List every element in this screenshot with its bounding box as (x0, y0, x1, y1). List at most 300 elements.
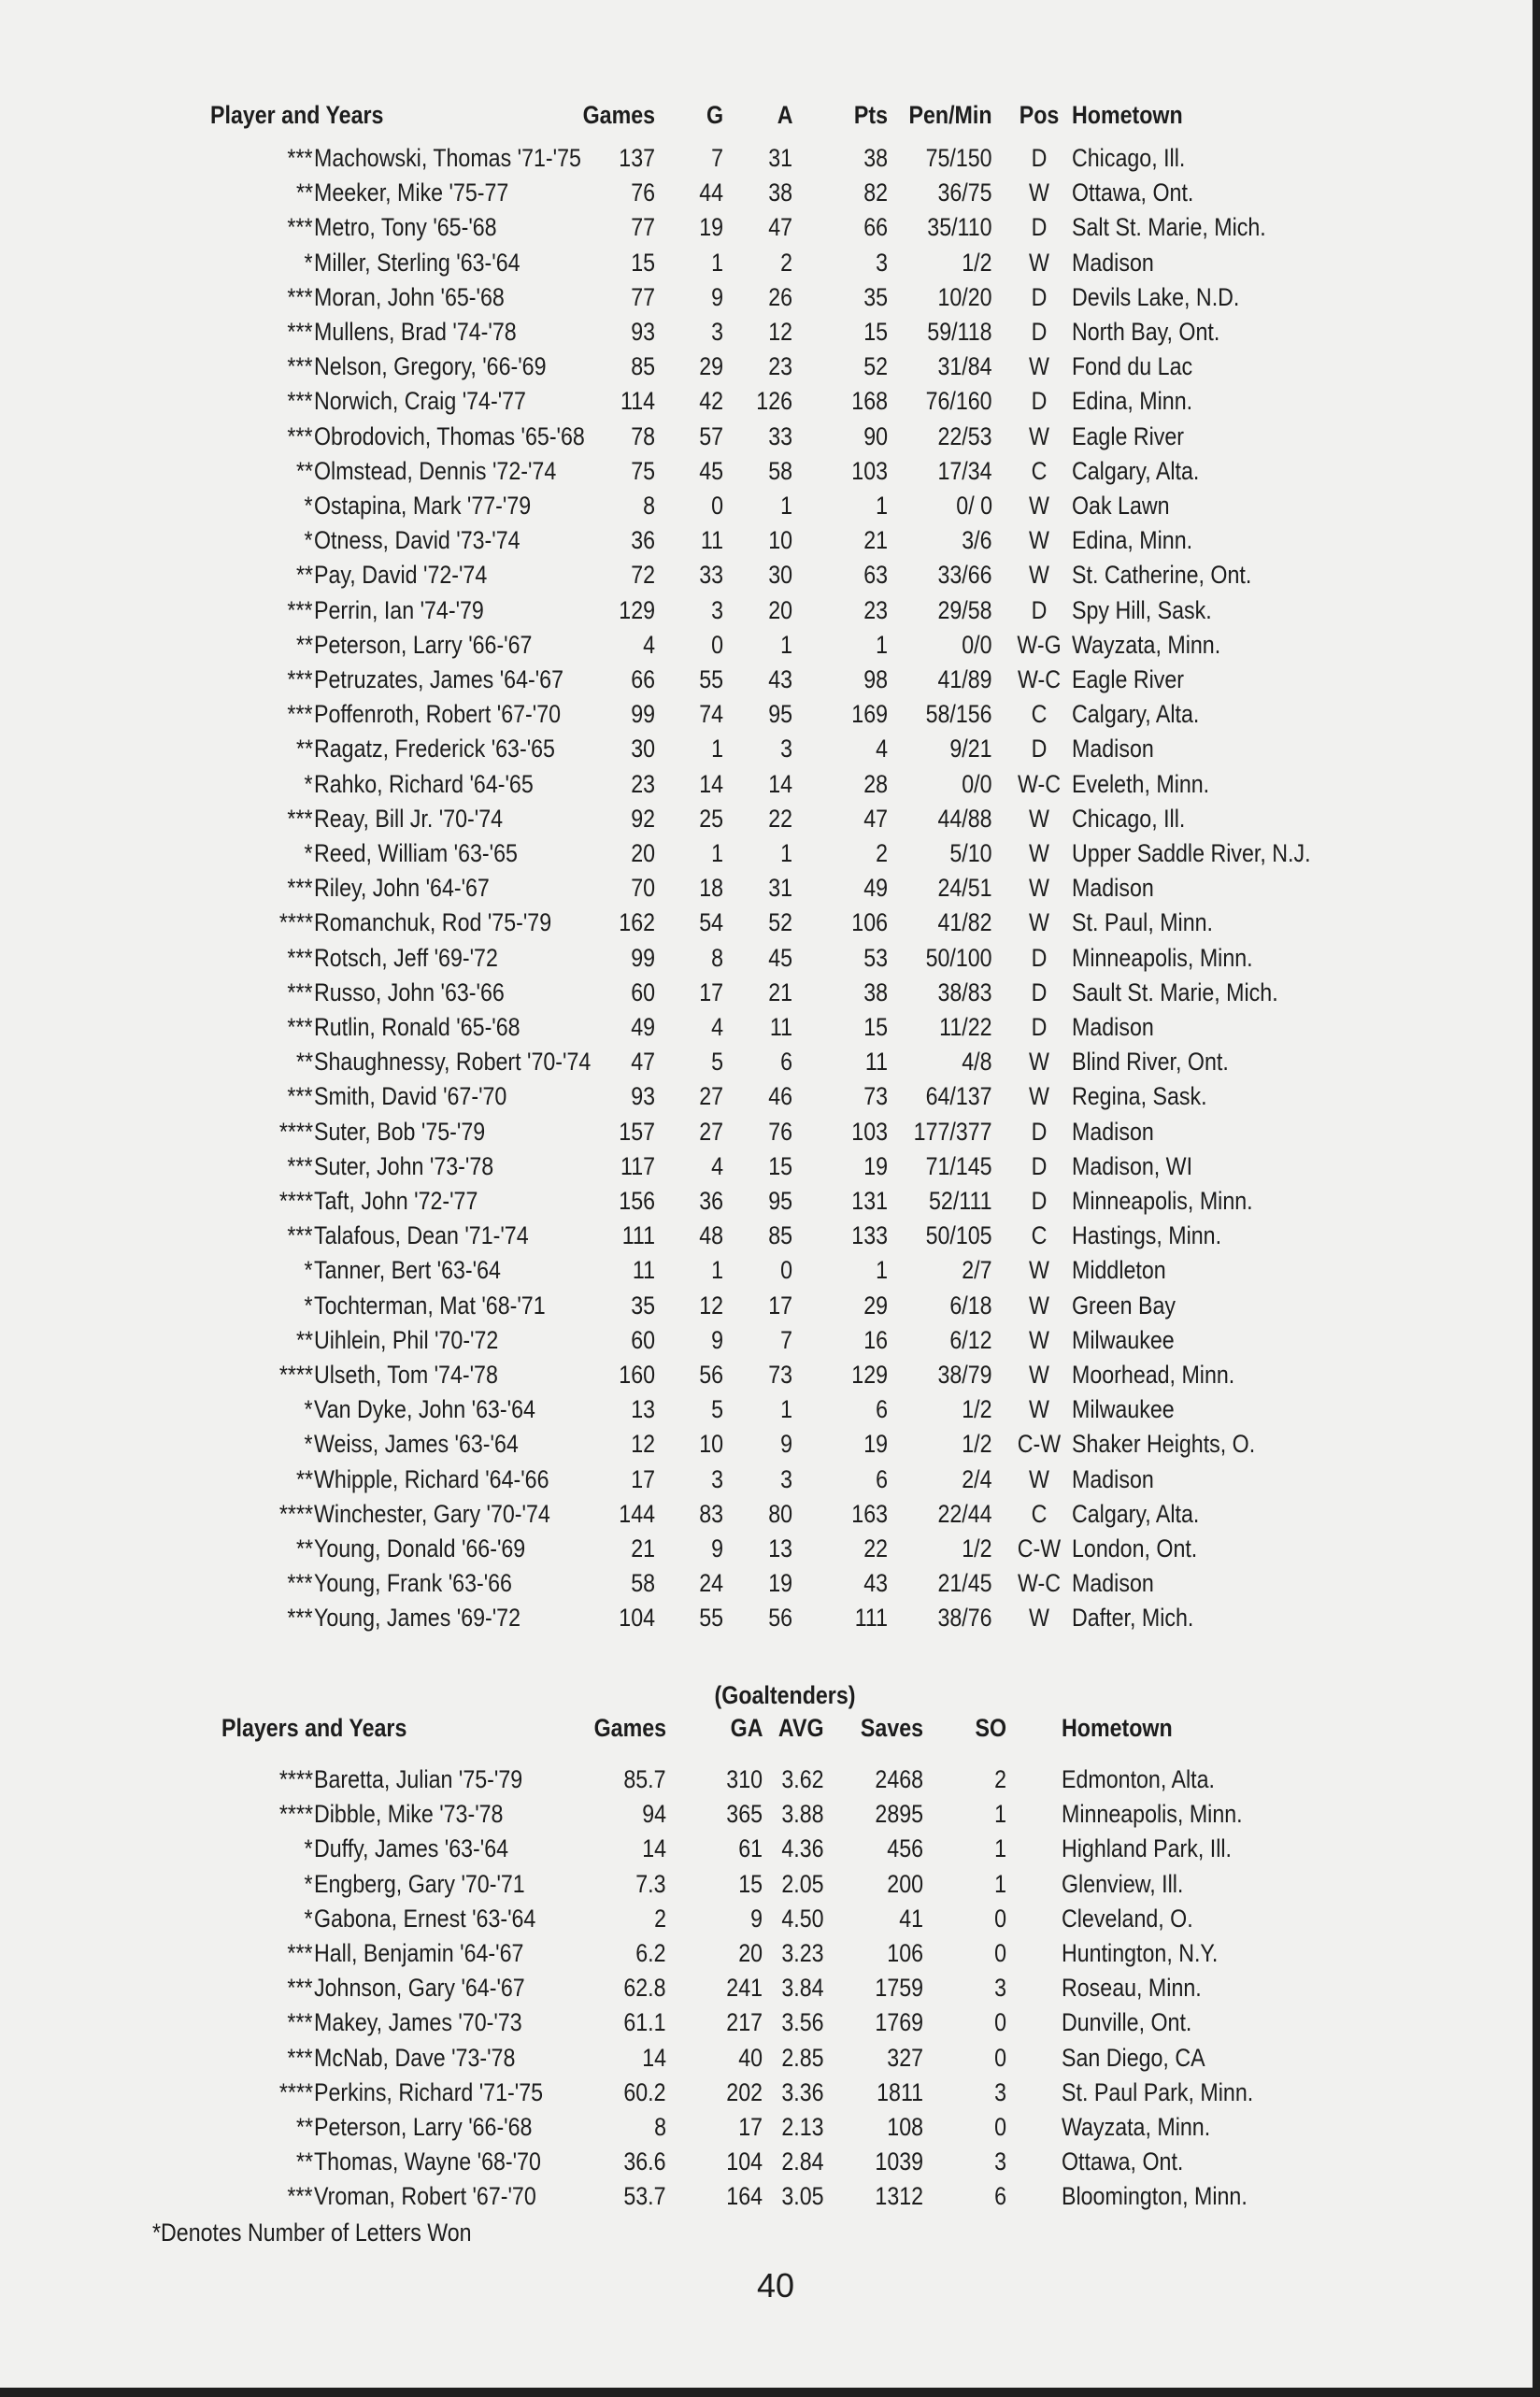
letter-stars: * (304, 769, 313, 798)
cell-g: 5 (711, 1395, 723, 1424)
cell-games: 20 (631, 839, 655, 867)
cell-hometown: Moorhead, Minn. (1072, 1361, 1235, 1389)
table-row (0, 1832, 1533, 1866)
cell-g: 33 (699, 561, 723, 590)
player-name-text: Gabona, Ernest '63-'64 (314, 1904, 536, 1933)
cell-games: 6.2 (635, 1939, 666, 1967)
cell-pos: W (1029, 1256, 1049, 1285)
cell-games: 8 (654, 2113, 666, 2141)
cell-pos: W (1029, 1395, 1049, 1424)
cell-games: 70 (631, 874, 655, 903)
table-row (0, 384, 1533, 419)
cell-hometown: Roseau, Minn. (1062, 1974, 1202, 2003)
cell-pen: 50/100 (925, 943, 992, 972)
cell-a: 1 (780, 630, 792, 659)
letter-stars: *** (287, 1151, 313, 1180)
cell-hometown: Regina, Sask. (1072, 1082, 1207, 1111)
cell-games: 4 (643, 630, 655, 659)
table-row (0, 2076, 1533, 2110)
cell-g: 11 (700, 526, 723, 555)
cell-avg: 3.23 (781, 1939, 824, 1967)
letter-stars: *** (287, 1569, 313, 1598)
cell-pos: D (1031, 144, 1048, 172)
player-name (0, 2041, 1533, 2076)
cell-games: 53.7 (623, 2182, 666, 2211)
cell-games: 11 (632, 1256, 655, 1285)
cell-games: 76 (631, 178, 655, 207)
cell-hometown: Glenview, Ill. (1062, 1869, 1184, 1898)
table-row (0, 802, 1533, 836)
letter-stars: *** (287, 2043, 313, 2072)
cell-games: 8 (643, 492, 655, 520)
cell-hometown: Ottawa, Ont. (1072, 178, 1194, 207)
cell-games: 72 (631, 561, 655, 590)
cell-pen: 3/6 (962, 526, 992, 555)
player-name (0, 697, 1533, 732)
cell-games: 30 (631, 735, 655, 763)
cell-pen: 38/83 (937, 977, 992, 1006)
letter-stars: **** (278, 1499, 313, 1528)
player-name (0, 802, 1533, 836)
cell-saves: 108 (887, 2113, 923, 2141)
table-row (0, 489, 1533, 523)
letter-stars: **** (278, 1361, 313, 1389)
cell-hometown: Calgary, Alta. (1072, 700, 1200, 729)
cell-hometown: North Bay, Ont. (1072, 318, 1220, 346)
cell-pen: 76/160 (925, 387, 992, 416)
cell-a: 95 (768, 700, 792, 729)
player-name-text: Talafous, Dean '71-'74 (314, 1221, 529, 1250)
player-name (0, 210, 1533, 245)
cell-hometown: Edina, Minn. (1072, 387, 1193, 416)
cell-a: 21 (768, 977, 792, 1006)
player-name-text: Engberg, Gary '70-'71 (314, 1869, 525, 1898)
cell-a: 0 (780, 1256, 792, 1285)
player-name (0, 1115, 1533, 1149)
cell-g: 83 (699, 1499, 723, 1528)
goaltenders-section-title: (Goaltenders) (714, 1681, 856, 1709)
player-name (0, 1289, 1533, 1323)
cell-g: 27 (699, 1117, 723, 1146)
cell-pts: 16 (863, 1325, 888, 1354)
cell-games: 85 (631, 352, 655, 381)
cell-games: 35 (631, 1291, 655, 1320)
letter-stars: * (304, 1869, 313, 1898)
cell-a: 46 (768, 1082, 792, 1111)
cell-games: 17 (631, 1464, 655, 1493)
cell-pts: 47 (863, 804, 888, 833)
cell-g: 1 (711, 839, 723, 867)
cell-hometown: Chicago, Ill. (1072, 144, 1186, 172)
header-a: A (777, 101, 792, 129)
player-name (0, 523, 1533, 558)
cell-pos: C-W (1017, 1430, 1062, 1459)
cell-pen: 17/34 (937, 456, 992, 485)
cell-pen: 50/105 (925, 1221, 992, 1250)
player-name-text: Ostapina, Mark '77-'79 (314, 492, 532, 520)
cell-ga: 164 (726, 2182, 763, 2211)
cell-g: 55 (699, 665, 723, 693)
cell-pen: 6/12 (949, 1325, 992, 1354)
letter-stars: * (304, 839, 313, 867)
header-hometown: Hometown (1062, 1714, 1173, 1742)
cell-g: 3 (711, 595, 723, 624)
cell-pen: 35/110 (927, 213, 992, 242)
table-row (0, 1936, 1533, 1971)
table-row (0, 1253, 1533, 1288)
cell-hometown: Eagle River (1072, 421, 1185, 450)
player-name (0, 2179, 1533, 2214)
cell-pos: D (1031, 977, 1048, 1006)
cell-hometown: Milwaukee (1072, 1395, 1175, 1424)
cell-hometown: Shaker Heights, O. (1072, 1430, 1256, 1459)
cell-avg: 2.13 (781, 2113, 824, 2141)
cell-games: 156 (619, 1187, 655, 1215)
cell-hometown: Minneapolis, Minn. (1072, 943, 1253, 972)
cell-hometown: Huntington, N.Y. (1062, 1939, 1219, 1967)
cell-pos: W (1029, 248, 1049, 277)
player-name-text: Peterson, Larry '66-'67 (314, 630, 533, 659)
table-row (0, 871, 1533, 906)
cell-pen: 5/10 (949, 839, 992, 867)
cell-pts: 15 (863, 1013, 888, 1041)
cell-hometown: Minneapolis, Minn. (1072, 1187, 1253, 1215)
table-row (0, 1045, 1533, 1079)
cell-pts: 23 (863, 595, 888, 624)
cell-pts: 1 (876, 1256, 888, 1285)
cell-games: 60.2 (623, 2077, 666, 2106)
letter-stars: * (304, 1904, 313, 1933)
cell-pts: 73 (863, 1082, 888, 1111)
cell-games: 78 (631, 421, 655, 450)
player-name-text: Rotsch, Jeff '69-'72 (314, 943, 498, 972)
cell-games: 85.7 (623, 1765, 666, 1793)
cell-pen: 22/44 (937, 1499, 992, 1528)
letter-stars: *** (287, 1604, 313, 1633)
cell-so: 3 (994, 1974, 1006, 2003)
player-name-text: Baretta, Julian '75-'79 (314, 1765, 523, 1793)
cell-games: 117 (620, 1151, 655, 1180)
cell-g: 36 (699, 1187, 723, 1215)
player-name (0, 1462, 1533, 1497)
player-name-text: Peterson, Larry '66-'68 (314, 2113, 533, 2141)
player-name (0, 176, 1533, 210)
cell-g: 9 (711, 1325, 723, 1354)
cell-a: 80 (768, 1499, 792, 1528)
player-name-text: Metro, Tony '65-'68 (314, 213, 497, 242)
cell-a: 20 (768, 595, 792, 624)
cell-pts: 66 (863, 213, 888, 242)
header-pen: Pen/Min (908, 101, 992, 129)
player-name-text: Meeker, Mike '75-77 (314, 178, 509, 207)
cell-games: 13 (631, 1395, 655, 1424)
cell-pen: 44/88 (937, 804, 992, 833)
cell-a: 3 (780, 735, 792, 763)
cell-pos: D (1031, 387, 1048, 416)
table-row (0, 1184, 1533, 1219)
player-name (0, 1045, 1533, 1079)
player-name-text: Rutlin, Ronald '65-'68 (314, 1013, 520, 1041)
cell-avg: 3.36 (781, 2077, 824, 2106)
cell-hometown: Dafter, Mich. (1072, 1604, 1194, 1633)
cell-g: 5 (711, 1048, 723, 1077)
cell-pos: D (1031, 1187, 1048, 1215)
cell-games: 114 (620, 387, 655, 416)
letter-stars: ** (295, 1534, 313, 1562)
letter-stars: ** (295, 2147, 313, 2176)
table-row (0, 1219, 1533, 1253)
cell-hometown: Madison (1072, 1464, 1154, 1493)
header-games: Games (593, 1714, 666, 1742)
player-name (0, 454, 1533, 489)
cell-so: 0 (994, 2008, 1006, 2037)
table-row (0, 2179, 1533, 2214)
cell-pen: 0/0 (962, 769, 992, 798)
cell-pen: 1/2 (962, 1534, 992, 1562)
letter-stars: *** (287, 665, 313, 693)
cell-pen: 24/51 (937, 874, 992, 903)
table-row (0, 2145, 1533, 2179)
cell-pts: 38 (863, 144, 888, 172)
cell-pts: 6 (876, 1464, 888, 1493)
letter-stars: **** (278, 2077, 313, 2106)
cell-g: 0 (711, 630, 723, 659)
player-name-text: Makey, James '70-'73 (314, 2008, 522, 2037)
player-name (0, 1497, 1533, 1532)
player-name (0, 767, 1533, 802)
header-pts: Pts (853, 101, 888, 129)
player-name (0, 141, 1533, 176)
letter-stars: * (304, 1430, 313, 1459)
cell-pts: 129 (851, 1361, 888, 1389)
cell-g: 45 (699, 456, 723, 485)
player-name-text: Weiss, James '63-'64 (314, 1430, 519, 1459)
cell-pen: 2/7 (962, 1256, 992, 1285)
cell-pos: W (1029, 839, 1049, 867)
cell-hometown: Blind River, Ont. (1072, 1048, 1229, 1077)
letter-stars: *** (287, 977, 313, 1006)
cell-g: 44 (699, 178, 723, 207)
table-row (0, 1462, 1533, 1497)
player-name (0, 2005, 1533, 2040)
cell-ga: 365 (726, 1800, 763, 1829)
cell-so: 0 (994, 1904, 1006, 1933)
letter-stars: *** (287, 2182, 313, 2211)
letter-stars: ** (295, 735, 313, 763)
cell-games: 93 (631, 1082, 655, 1111)
player-name (0, 1427, 1533, 1462)
cell-pos: W (1029, 1291, 1049, 1320)
cell-so: 1 (994, 1800, 1006, 1829)
player-name (0, 1149, 1533, 1184)
letter-stars: *** (287, 318, 313, 346)
cell-pos: D (1031, 213, 1048, 242)
cell-a: 11 (769, 1013, 792, 1041)
cell-hometown: San Diego, CA (1062, 2043, 1205, 2072)
cell-a: 45 (768, 943, 792, 972)
cell-pen: 75/150 (925, 144, 992, 172)
table-row (0, 941, 1533, 976)
cell-pen: 10/20 (937, 282, 992, 311)
table-row (0, 1867, 1533, 1902)
cell-pos: D (1031, 1151, 1048, 1180)
cell-hometown: Ottawa, Ont. (1062, 2147, 1184, 2176)
cell-a: 47 (768, 213, 792, 242)
table-row (0, 558, 1533, 592)
cell-saves: 1039 (875, 2147, 923, 2176)
table-row (0, 315, 1533, 350)
cell-a: 56 (768, 1604, 792, 1633)
letter-stars: ** (295, 1325, 313, 1354)
table-row (0, 2005, 1533, 2040)
letter-stars: *** (287, 144, 313, 172)
player-name-text: Norwich, Craig '74-'77 (314, 387, 526, 416)
cell-pen: 31/84 (937, 352, 992, 381)
cell-avg: 3.84 (781, 1974, 824, 2003)
player-name-text: Nelson, Gregory, '66-'69 (314, 352, 547, 381)
cell-a: 76 (768, 1117, 792, 1146)
cell-g: 12 (699, 1291, 723, 1320)
cell-pos: W (1029, 178, 1049, 207)
player-name-text: Young, Donald '66-'69 (314, 1534, 526, 1562)
cell-pos: D (1031, 595, 1048, 624)
player-name (0, 732, 1533, 766)
player-name (0, 1358, 1533, 1392)
cell-a: 85 (768, 1221, 792, 1250)
cell-pts: 53 (863, 943, 888, 972)
table-row (0, 1358, 1533, 1392)
table-row (0, 1010, 1533, 1045)
player-name-text: Reed, William '63-'65 (314, 839, 518, 867)
table-row (0, 1149, 1533, 1184)
cell-a: 6 (780, 1048, 792, 1077)
cell-pts: 2 (876, 839, 888, 867)
cell-saves: 1759 (875, 1974, 923, 2003)
table-row (0, 1797, 1533, 1832)
cell-g: 14 (699, 769, 723, 798)
cell-a: 2 (780, 248, 792, 277)
player-name (0, 976, 1533, 1010)
cell-saves: 2468 (875, 1765, 923, 1793)
cell-so: 3 (994, 2147, 1006, 2176)
cell-hometown: Eveleth, Minn. (1072, 769, 1210, 798)
cell-games: 23 (631, 769, 655, 798)
cell-g: 1 (711, 1256, 723, 1285)
player-name-text: Ulseth, Tom '74-'78 (314, 1361, 498, 1389)
cell-pen: 21/45 (937, 1569, 992, 1598)
player-name (0, 1762, 1533, 1797)
cell-pen: 58/156 (925, 700, 992, 729)
cell-a: 38 (768, 178, 792, 207)
cell-pts: 19 (863, 1430, 888, 1459)
cell-saves: 1769 (875, 2008, 923, 2037)
cell-a: 31 (768, 874, 792, 903)
cell-saves: 456 (887, 1834, 923, 1863)
cell-games: 2 (654, 1904, 666, 1933)
cell-ga: 20 (738, 1939, 763, 1967)
table-row (0, 176, 1533, 210)
player-name (0, 1971, 1533, 2005)
player-name-text: Romanchuk, Rod '75-'79 (314, 908, 552, 937)
letter-stars: *** (287, 1013, 313, 1041)
cell-games: 144 (619, 1499, 655, 1528)
player-name-text: Winchester, Gary '70-'74 (314, 1499, 550, 1528)
letter-stars: **** (278, 908, 313, 937)
player-name-text: Smith, David '67-'70 (314, 1082, 507, 1111)
table-row (0, 1115, 1533, 1149)
table-row (0, 1566, 1533, 1601)
cell-pos: W (1029, 804, 1049, 833)
player-name-text: Ragatz, Frederick '63-'65 (314, 735, 555, 763)
cell-avg: 3.62 (781, 1765, 824, 1793)
cell-hometown: Milwaukee (1072, 1325, 1175, 1354)
player-name-text: Riley, John '64-'67 (314, 874, 490, 903)
cell-pen: 29/58 (937, 595, 992, 624)
cell-g: 4 (711, 1151, 723, 1180)
cell-pen: 0/0 (962, 630, 992, 659)
cell-games: 47 (631, 1048, 655, 1077)
cell-pts: 103 (851, 456, 888, 485)
cell-pts: 21 (863, 526, 888, 555)
cell-a: 26 (768, 282, 792, 311)
cell-hometown: Highland Park, Ill. (1062, 1834, 1232, 1863)
player-name-text: Young, Frank '63-'66 (314, 1569, 512, 1598)
cell-hometown: Fond du Lac (1072, 352, 1193, 381)
player-name (0, 1601, 1533, 1635)
cell-hometown: Edina, Minn. (1072, 526, 1193, 555)
table-row (0, 836, 1533, 871)
player-name (0, 593, 1533, 628)
cell-pen: 6/18 (949, 1291, 992, 1320)
player-name-text: Thomas, Wayne '68-'70 (314, 2147, 541, 2176)
cell-ga: 61 (738, 1834, 763, 1863)
letter-stars: **** (278, 1800, 313, 1829)
letter-stars: *** (287, 874, 313, 903)
cell-pts: 1 (876, 630, 888, 659)
cell-pos: W (1029, 1464, 1049, 1493)
letter-stars: *** (287, 700, 313, 729)
letter-stars: *** (287, 213, 313, 242)
cell-games: 77 (631, 213, 655, 242)
player-name (0, 1532, 1533, 1566)
cell-pts: 163 (851, 1499, 888, 1528)
cell-so: 0 (994, 1939, 1006, 1967)
cell-g: 10 (699, 1430, 723, 1459)
header-saves: Saves (860, 1714, 923, 1742)
letter-stars: **** (278, 1765, 313, 1793)
cell-a: 22 (768, 804, 792, 833)
cell-pos: W (1029, 1604, 1049, 1633)
cell-games: 93 (631, 318, 655, 346)
cell-avg: 2.85 (781, 2043, 824, 2072)
player-name (0, 246, 1533, 280)
cell-pts: 106 (851, 908, 888, 937)
table-row (0, 1497, 1533, 1532)
cell-games: 58 (631, 1569, 655, 1598)
cell-ga: 17 (738, 2113, 763, 2141)
letter-stars: *** (287, 1974, 313, 2003)
cell-a: 43 (768, 665, 792, 693)
player-name-text: Taft, John '72-'77 (314, 1187, 478, 1215)
cell-hometown: Eagle River (1072, 665, 1185, 693)
cell-hometown: Wayzata, Minn. (1062, 2113, 1211, 2141)
cell-pos: W-G (1017, 630, 1062, 659)
letter-stars: ** (295, 2113, 313, 2141)
player-name-text: Mullens, Brad '74-'78 (314, 318, 517, 346)
player-name (0, 1079, 1533, 1114)
cell-hometown: Bloomington, Minn. (1062, 2182, 1248, 2211)
player-name (0, 2076, 1533, 2110)
